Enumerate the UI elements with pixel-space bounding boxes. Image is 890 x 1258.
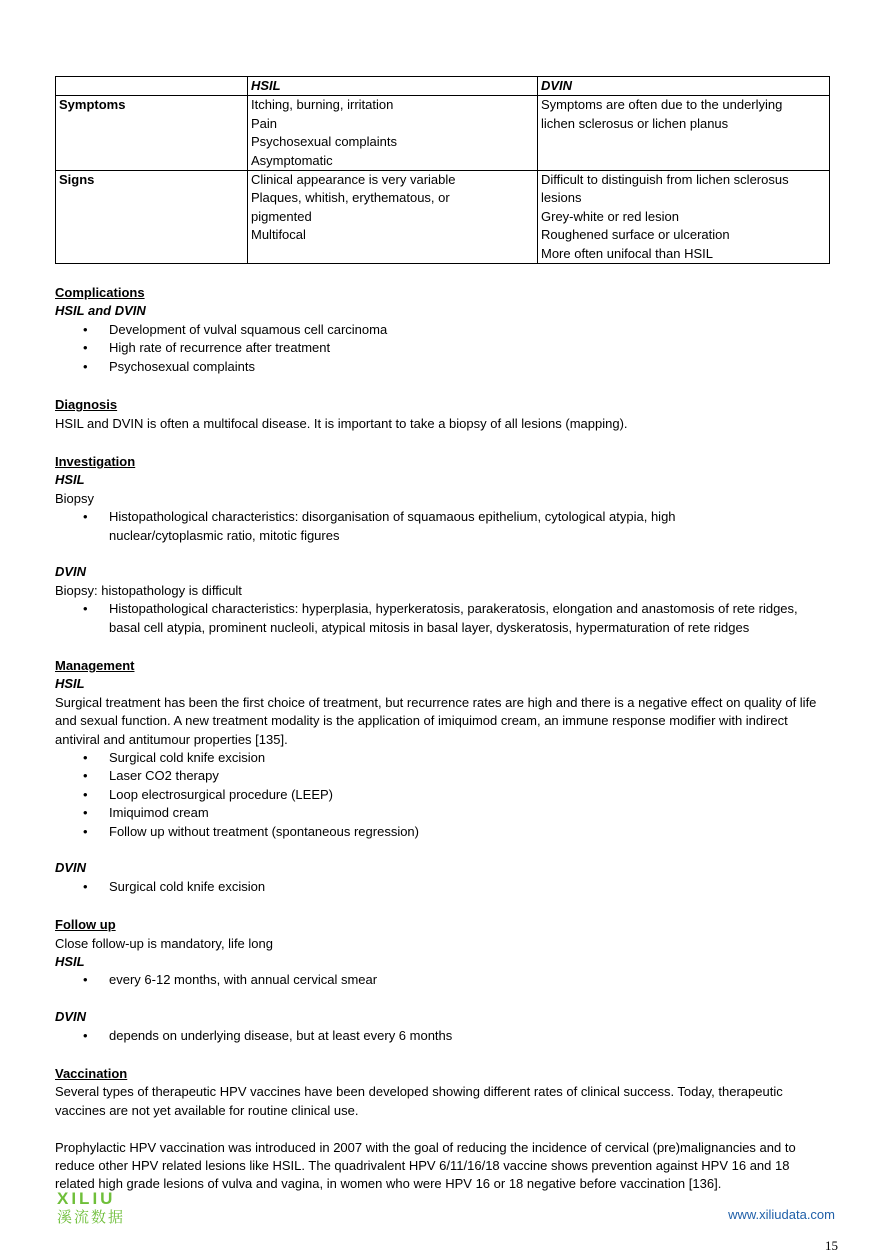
diagnosis-text: HSIL and DVIN is often a multifocal disease. It is important to take a biopsy of all lesions (mapping). <box>55 415 628 431</box>
diagnosis-heading: Diagnosis <box>55 397 118 413</box>
cell-line: Grey-white or red lesion <box>541 208 679 224</box>
management-dvin-list <box>55 878 830 896</box>
document-body <box>55 76 830 1194</box>
management-hsil-subheading: HSIL <box>55 676 85 692</box>
investigation-dvin-subheading: DVIN <box>55 564 87 580</box>
page-number: 15 <box>825 1238 838 1253</box>
vaccination-paragraph-1: Several types of therapeutic HPV vaccines have been developed showing different rates of clinical success. Today, therapeutic vaccines are not yet available for routine clinical use. <box>55 1084 783 1118</box>
investigation-dvin-list <box>55 600 830 637</box>
cell-line: Itching, burning, irritation <box>251 97 394 113</box>
followup-heading: Follow up <box>55 917 116 933</box>
cell-symptoms-hsil <box>248 96 538 171</box>
investigation-dvin-text: Biopsy: histopathology is difficult <box>55 582 242 598</box>
logo-chinese: 溪流数据 <box>57 1208 126 1226</box>
xiliu-logo <box>55 1188 145 1226</box>
table-row <box>56 96 830 171</box>
list-item: • Surgical cold knife excision <box>55 749 830 767</box>
followup-hsil-subheading: HSIL <box>55 954 85 970</box>
list-item: • every 6-12 months, with annual cervical smear <box>55 971 830 989</box>
complications-subheading: HSIL and DVIN <box>55 303 146 319</box>
cell-signs-hsil <box>248 171 538 264</box>
vaccination-paragraph-2: Prophylactic HPV vaccination was introduced in 2007 with the goal of reducing the incidence of cervical (pre)malignancies and to reduce other HPV related lesions like HSIL. The quadrivalent HPV 6/11/16/18 vaccine shows prevention against HPV 16 and 18 related high grade lesions of vulva and vagina, in women who were HPV 16 or 18 negative before vaccination [136]. <box>55 1139 796 1192</box>
table-header-hsil: HSIL <box>248 77 538 96</box>
management-dvin-subheading: DVIN <box>55 860 87 876</box>
vaccination-heading: Vaccination <box>55 1066 128 1082</box>
cell-line: pigmented <box>251 208 312 224</box>
management-hsil-list <box>55 749 830 841</box>
cell-symptoms-dvin <box>538 96 830 171</box>
cell-line: Asymptomatic <box>251 152 333 168</box>
row-label-symptoms: Symptoms <box>56 96 248 171</box>
investigation-hsil-list <box>55 508 830 545</box>
table-header-empty <box>56 77 248 96</box>
followup-dvin-subheading: DVIN <box>55 1009 87 1025</box>
list-item: • Development of vulval squamous cell carcinoma <box>55 321 830 339</box>
footer-website-link[interactable]: www.xiliudata.com <box>728 1207 835 1222</box>
cell-line: Plaques, whitish, erythematous, or <box>251 190 450 206</box>
complications-list <box>55 321 830 376</box>
cell-signs-dvin <box>538 171 830 264</box>
list-item: • Follow up without treatment (spontaneous regression) <box>55 823 830 841</box>
followup-hsil-list <box>55 971 830 989</box>
cell-line: Difficult to distinguish from lichen sclerosus <box>541 172 789 188</box>
management-heading: Management <box>55 657 135 673</box>
xiliu-logo-mark <box>55 1188 145 1226</box>
list-item: • Psychosexual complaints <box>55 358 830 376</box>
cell-line: More often unifocal than HSIL <box>541 245 713 261</box>
list-item: • Laser CO2 therapy <box>55 767 830 785</box>
cell-line: Roughened surface or ulceration <box>541 227 730 243</box>
list-item: • Loop electrosurgical procedure (LEEP) <box>55 786 830 804</box>
cell-line: Symptoms are often due to the underlying <box>541 97 783 113</box>
list-item: • High rate of recurrence after treatment <box>55 339 830 357</box>
cell-line: Pain <box>251 115 278 131</box>
comparison-table <box>55 76 830 264</box>
investigation-hsil-text: Biopsy <box>55 490 95 506</box>
complications-heading: Complications <box>55 285 145 301</box>
followup-dvin-list <box>55 1027 830 1045</box>
table-header-row <box>56 77 830 96</box>
cell-line: lichen sclerosus or lichen planus <box>541 115 729 131</box>
list-item: • Imiquimod cream <box>55 804 830 822</box>
cell-line: Multifocal <box>251 227 306 243</box>
cell-line: lesions <box>541 190 582 206</box>
logo-wordmark: XILIU <box>57 1189 116 1208</box>
row-label-signs: Signs <box>56 171 248 264</box>
investigation-hsil-subheading: HSIL <box>55 472 85 488</box>
list-item: • Surgical cold knife excision <box>55 878 830 896</box>
list-item: • Histopathological characteristics: disorganisation of squamaous epithelium, cytological atypia, high nuclear/cytoplasmic ratio, mitotic figures <box>55 508 830 545</box>
list-item: • depends on underlying disease, but at least every 6 months <box>55 1027 830 1045</box>
table-header-dvin: DVIN <box>538 77 830 96</box>
management-hsil-text: Surgical treatment has been the first choice of treatment, but recurrence rates are high and there is a negative effect on quality of life and sexual function. A new treatment modality is the application of imiquimod cream, an immune response modifier with indirect antiviral and antitumour properties [135]. <box>55 694 817 747</box>
table-row <box>56 171 830 264</box>
investigation-heading: Investigation <box>55 453 136 469</box>
list-item: • Histopathological characteristics: hyperplasia, hyperkeratosis, parakeratosis, elongation and anastomosis of rete ridges, basal cell atypia, prominent nucleoli, atypical mitosis in basal layer, dyskeratosis, hypermaturation of rete ridges <box>55 600 830 637</box>
followup-text: Close follow-up is mandatory, life long <box>55 935 273 951</box>
cell-line: Psychosexual complaints <box>251 134 397 150</box>
cell-line: Clinical appearance is very variable <box>251 172 456 188</box>
